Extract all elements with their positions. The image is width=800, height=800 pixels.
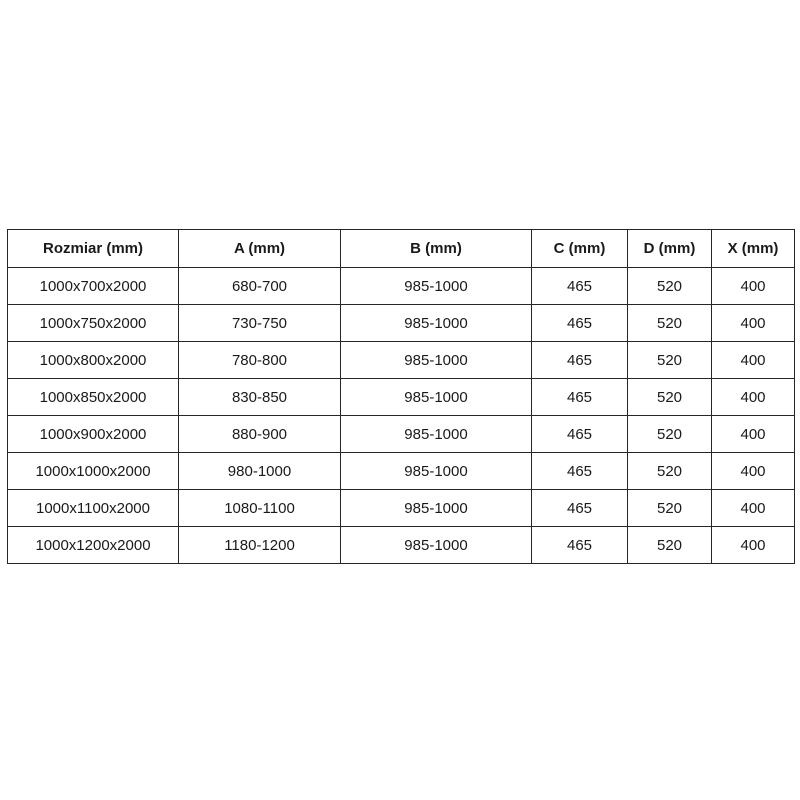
table-row <box>8 342 795 379</box>
table-cell: 1000x1000x2000 <box>8 453 179 490</box>
table-cell: 1000x800x2000 <box>8 342 179 379</box>
column-header-4: D (mm) <box>628 230 712 268</box>
table-cell: 400 <box>712 490 795 527</box>
table-cell: 520 <box>628 305 712 342</box>
table-row <box>8 527 795 564</box>
table-cell: 985-1000 <box>341 268 532 305</box>
table-cell: 465 <box>532 268 628 305</box>
table-cell: 465 <box>532 416 628 453</box>
table-cell: 465 <box>532 305 628 342</box>
table-cell: 465 <box>532 527 628 564</box>
table-cell: 985-1000 <box>341 453 532 490</box>
table-row <box>8 379 795 416</box>
table-cell: 985-1000 <box>341 490 532 527</box>
table-cell: 985-1000 <box>341 527 532 564</box>
table-cell: 520 <box>628 268 712 305</box>
dimensions-table-container <box>7 229 794 564</box>
table-body <box>8 268 795 564</box>
table-row <box>8 453 795 490</box>
table-cell: 400 <box>712 268 795 305</box>
table-cell: 980-1000 <box>179 453 341 490</box>
table-row <box>8 490 795 527</box>
table-cell: 985-1000 <box>341 305 532 342</box>
table-cell: 400 <box>712 453 795 490</box>
column-header-5: X (mm) <box>712 230 795 268</box>
table-cell: 465 <box>532 379 628 416</box>
header-row <box>8 230 795 268</box>
table-cell: 730-750 <box>179 305 341 342</box>
column-header-1: A (mm) <box>179 230 341 268</box>
table-cell: 985-1000 <box>341 416 532 453</box>
dimensions-table <box>7 229 795 564</box>
table-cell: 680-700 <box>179 268 341 305</box>
table-cell: 465 <box>532 453 628 490</box>
table-cell: 520 <box>628 416 712 453</box>
table-cell: 985-1000 <box>341 379 532 416</box>
table-cell: 1000x900x2000 <box>8 416 179 453</box>
table-cell: 880-900 <box>179 416 341 453</box>
table-cell: 400 <box>712 527 795 564</box>
table-cell: 1080-1100 <box>179 490 341 527</box>
table-row <box>8 268 795 305</box>
table-cell: 1000x700x2000 <box>8 268 179 305</box>
table-cell: 400 <box>712 342 795 379</box>
table-cell: 520 <box>628 379 712 416</box>
table-cell: 830-850 <box>179 379 341 416</box>
table-cell: 465 <box>532 490 628 527</box>
column-header-0: Rozmiar (mm) <box>8 230 179 268</box>
table-cell: 520 <box>628 527 712 564</box>
table-cell: 1000x1200x2000 <box>8 527 179 564</box>
table-cell: 465 <box>532 342 628 379</box>
table-cell: 400 <box>712 416 795 453</box>
table-cell: 400 <box>712 379 795 416</box>
table-row <box>8 416 795 453</box>
column-header-3: C (mm) <box>532 230 628 268</box>
table-cell: 520 <box>628 453 712 490</box>
table-cell: 520 <box>628 342 712 379</box>
table-row <box>8 305 795 342</box>
table-cell: 1000x750x2000 <box>8 305 179 342</box>
table-cell: 985-1000 <box>341 342 532 379</box>
table-cell: 400 <box>712 305 795 342</box>
table-cell: 1180-1200 <box>179 527 341 564</box>
table-cell: 520 <box>628 490 712 527</box>
table-cell: 1000x1100x2000 <box>8 490 179 527</box>
table-cell: 1000x850x2000 <box>8 379 179 416</box>
column-header-2: B (mm) <box>341 230 532 268</box>
table-cell: 780-800 <box>179 342 341 379</box>
